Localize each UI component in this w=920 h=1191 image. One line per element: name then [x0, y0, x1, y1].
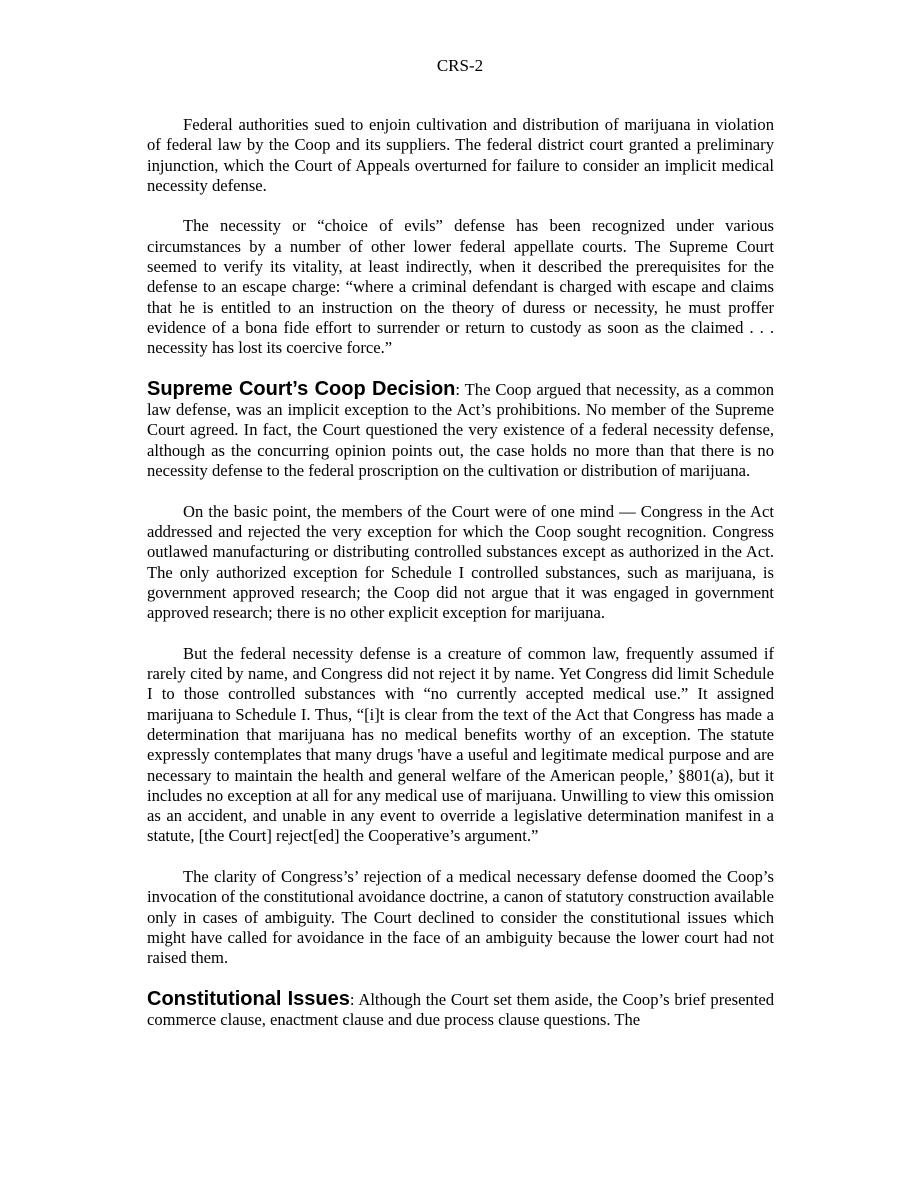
- paragraph-court-one-mind: On the basic point, the members of the Court were of one mind — Congress in the Act addressed and rejected the very exception for which the Coop sought recognition. Congress outlawed manufacturing or distributing controlled substances except as authorized in the Act. The only authorized exception for Schedule I controlled substances, such as marijuana, is government approved research; the Coop did not argue that it was engaged in government approved research; there is no other explicit exception for marijuana.: [147, 501, 774, 623]
- paragraph-injunction: Federal authorities sued to enjoin cultivation and distribution of marijuana in violation of federal law by the Coop and its suppliers. The federal district court granted a preliminary injunction, which the Court of Appeals overturned for failure to consider an implicit medical necessity defense.: [147, 115, 774, 195]
- section-heading: Supreme Court’s Coop Decision: [147, 377, 456, 400]
- body-text: [147, 115, 774, 1051]
- page-number: CRS-2: [436, 56, 484, 75]
- section-body: : The Coop argued that necessity, as a common law defense, was an implicit exception to the Act’s prohibitions. No member of the Supreme Court agreed. In fact, the Court questioned the very existence of a federal necessity defense, although as the concurring opinion points out, the case holds no more than that there is no necessity defense to the federal proscription on the cultivation or distribution of marijuana.: [147, 379, 775, 481]
- paragraph-avoidance-doctrine: The clarity of Congress’s’ rejection of a medical necessary defense doomed the Coop’s invocation of the constitutional avoidance doctrine, a canon of statutory construction available only in cases of ambiguity. The Court declined to consider the constitutional issues which might have called for avoidance in the face of an ambiguity because the lower court had not raised them.: [147, 866, 774, 968]
- section-supreme-court-decision: [147, 379, 774, 481]
- paragraph-common-law: But the federal necessity defense is a creature of common law, frequently assumed if rarely cited by name, and Congress did not reject it by name. Yet Congress did limit Schedule I to those controlled substances with “no currently accepted medical use.” It assigned marijuana to Schedule I. Thus, “[i]t is clear from the text of the Act that Congress has made a determination that marijuana has no medical benefits worthy of an exception. The statute expressly contemplates that many drugs 'have a useful and legitimate medical purpose and are necessary to maintain the health and general welfare of the American people,’ §801(a), but it includes no exception at all for any medical use of marijuana. Unwilling to view this omission as an accident, and unable in any event to override a legislative determination manifest in a statute, [the Court] reject[ed] the Cooperative’s argument.”: [147, 643, 774, 846]
- paragraph-necessity-defense: The necessity or “choice of evils” defense has been recognized under various circumstances by a number of other lower federal appellate courts. The Supreme Court seemed to verify its vitality, at least indirectly, when it described the prerequisites for the defense to an escape charge: “where a criminal defendant is charged with escape and claims that he is entitled to an instruction on the theory of duress or necessity, he must proffer evidence of a bona fide effort to surrender or return to custody as soon as the claimed . . . necessity has lost its coercive force.”: [147, 216, 774, 358]
- section-heading: Constitutional Issues: [147, 987, 350, 1010]
- section-constitutional-issues: [147, 989, 774, 1031]
- section-body: : Although the Court set them aside, the Coop’s brief presented commerce clause, enactment clause and due process clause questions. The: [147, 989, 775, 1030]
